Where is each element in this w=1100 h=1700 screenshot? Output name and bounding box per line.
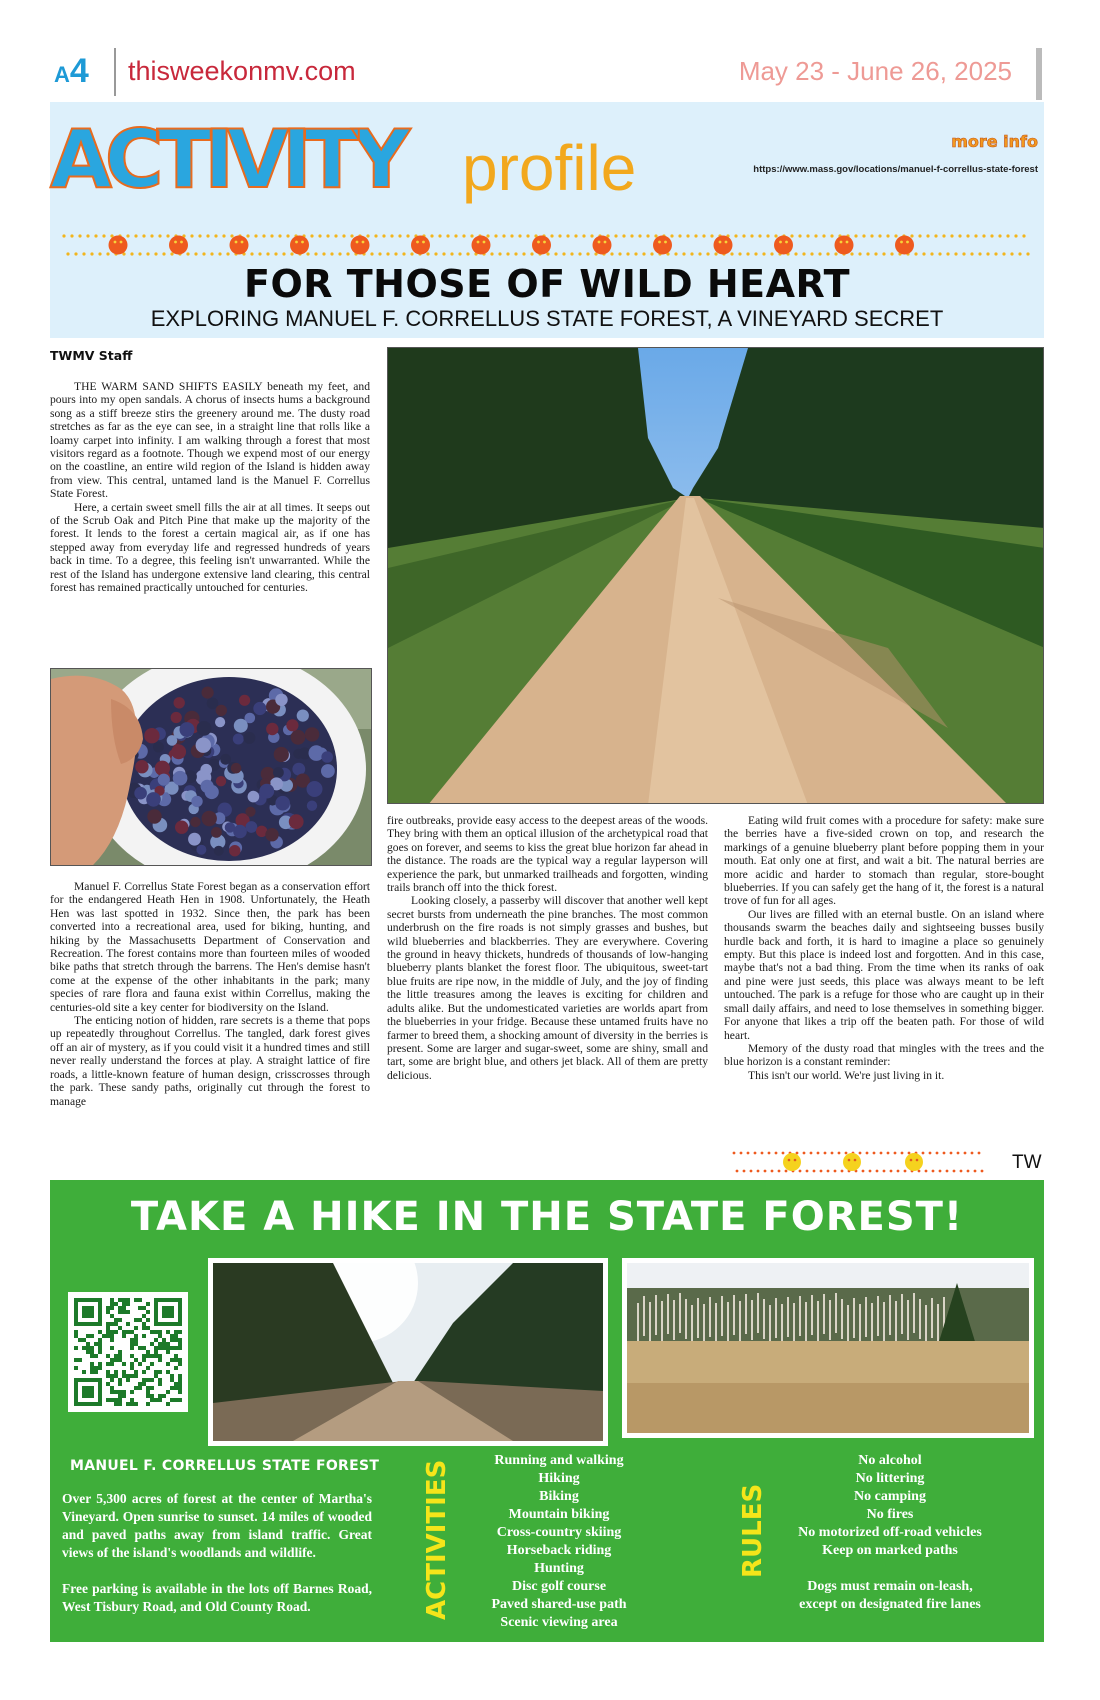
byline: TWMV Staff bbox=[50, 348, 133, 363]
list-item: Running and walking bbox=[494, 1453, 624, 1468]
page-number: A4 bbox=[54, 52, 89, 90]
rules-label: RULES bbox=[738, 1483, 768, 1578]
list-item: No littering bbox=[855, 1471, 925, 1486]
page-header bbox=[50, 48, 1042, 100]
article-subheadline: EXPLORING MANUEL F. CORRELLUS STATE FOREST, A VINEYARD SECRET bbox=[150, 306, 944, 331]
article-column-1-top bbox=[50, 380, 370, 595]
list-item: Hiking bbox=[538, 1471, 580, 1486]
park-summary: Over 5,300 acres of forest at the center of Martha's Vineyard. Open sunrise to sunset. 14 miles of wooded and paved paths away from island traffic. Great views of the island's woodlands and wildlife. bbox=[62, 1491, 372, 1560]
site-name[interactable]: thisweekonmv.com bbox=[128, 56, 356, 86]
article-paragraph: The enticing notion of hidden, rare secrets is a theme that pops up repeatedly throughout Correllus. The tangled, dark forest gives off an air of mystery, as if you could visit it a hundred times and still never really understand the forces at play. A straight lattice of fire roads, a little-known feature of human design, crisscrosses through the park. These sandy paths, originally cut through the forest to manage bbox=[50, 1014, 370, 1108]
rules-list bbox=[770, 1452, 1010, 1614]
article-paragraph: Our lives are filled with an eternal bustle. On an island where thousands swarm the beaches daily and sightseeing busses busily hurdle back and forth, it is hard to imagine a place so genuinely empty. But this place is indeed lost and forgotten. And in this case, maybe that's not a bad thing. From the time when its ranks of oak and pine were just seeds, this place was always meant to be left untouched. The park is a refuge for those who are caught up in their small daily affairs, and need to lose themselves in something bigger. For anyone that likes a trip off the beaten path. For those of wild heart. bbox=[724, 907, 1044, 1042]
forest-road-photo bbox=[387, 347, 1044, 804]
list-item: Cross-country skiing bbox=[496, 1525, 622, 1540]
article-paragraph: THE WARM SAND SHIFTS EASILY beneath my feet, and pours into my open sandals. A chorus of insects hums a background song as a stiff breeze stirs the greenery around me. The dusty road stretches as far as the eye can see, in a straight line that rolls like a loamy carpet into infinity. I am walking through a forest that most visitors regard as a footnote. Though we expend most of our energy on the coastline, an entire wild region of the Island is hidden away from view. This central, untamed land is the Manuel F. Correllus State Forest. bbox=[50, 380, 370, 501]
end-mark-dots bbox=[732, 1150, 986, 1174]
list-item: Hunting bbox=[534, 1561, 584, 1576]
header-divider bbox=[114, 48, 116, 96]
park-name-heading: MANUEL F. CORRELLUS STATE FOREST bbox=[70, 1458, 380, 1474]
article-column-2 bbox=[387, 814, 708, 1082]
hike-box-title: TAKE A HIKE IN THE STATE FOREST! bbox=[130, 1194, 964, 1240]
list-item: Scenic viewing area bbox=[500, 1615, 618, 1630]
section-title-activity: ACTIVITY bbox=[50, 113, 404, 206]
article-paragraph: fire outbreaks, provide easy access to the deepest areas of the woods. They bring with them an optical illusion of the archetypical road that goes on forever, and seems to kiss the great blue horizon far ahead in the distance. The roads are the typical way a regular layperson will experience the park, but unmarked trailheads and forgotten, winding trails branch off into the thick forest. bbox=[387, 814, 708, 895]
article-paragraph: Memory of the dusty road that mingles with the trees and the blue horizon is a constant reminder: bbox=[724, 1041, 1044, 1069]
end-signoff: TW bbox=[1012, 1152, 1042, 1173]
more-info-url[interactable]: https://www.mass.gov/locations/manuel-f-correllus-state-forest bbox=[753, 164, 1038, 175]
article-column-1-bottom bbox=[50, 880, 370, 1108]
activities-label: ACTIVITIES bbox=[422, 1459, 452, 1620]
activities-list bbox=[464, 1452, 654, 1632]
list-item: No alcohol bbox=[858, 1453, 922, 1468]
list-item: Horseback riding bbox=[506, 1543, 612, 1558]
list-item: No fires bbox=[866, 1507, 914, 1522]
article-paragraph: Here, a certain sweet smell fills the air at all times. It seeps out of the Scrub Oak and Pitch Pine that make up the majority of the forest. It lends to the forest a certain magical air, as if one has stepped away from everyday life and regressed hundreds of years back in time. To a degree, this feeling isn't unwarranted. While the rest of the Island has undergone extensive land clearing, this central forest has remained practically untouched for centuries. bbox=[50, 500, 370, 595]
list-item: No camping bbox=[854, 1489, 926, 1504]
decorative-dot-row bbox=[62, 232, 1032, 258]
list-item: Disc golf course bbox=[511, 1579, 607, 1594]
article-paragraph: Manuel F. Correllus State Forest began as a conservation effort for the endangered Heath Hen in 1908. Unfortunately, the Heath Hen was last spotted in 1932. Since then, the park has been converted into a recreational area, used for biking, hunting, and hiking by the Massachusetts Department of Conservation and Recreation. The forest contains more than fourteen miles of wooded bike paths that stretch through the barrens. The Hen's demise hasn't come at the expense of the other inhabitants in the park; many species of rare flora and fauna exist within Correllus, making the centuries-old site a key center for biodiversity on the Island. bbox=[50, 880, 370, 1014]
list-item: except on designated fire lanes bbox=[799, 1597, 981, 1612]
header-right-bar bbox=[1036, 48, 1042, 100]
list-item: Biking bbox=[539, 1489, 579, 1504]
article-column-3 bbox=[724, 814, 1044, 1082]
list-item: Mountain biking bbox=[508, 1507, 610, 1522]
hike-info-box bbox=[50, 1180, 1044, 1642]
qr-code[interactable] bbox=[68, 1292, 188, 1412]
list-item: No motorized off-road vehicles bbox=[798, 1525, 982, 1540]
article-paragraph: Eating wild fruit comes with a procedure for safety: make sure the berries have a five-sided crown on top, and research the markings of a genuine blueberry plant before popping them in your mouth. Eat only one at first, and wait a bit. The natural berries are more acidic and harder to stomach than regular, store-bought blueberries. If you can safely get the hang of it, the forest is a natural trove of fun for all ages. bbox=[724, 814, 1044, 908]
trail-photo bbox=[208, 1258, 608, 1446]
list-item: Keep on marked paths bbox=[822, 1543, 958, 1558]
issue-dates: May 23 - June 26, 2025 bbox=[738, 56, 1012, 86]
section-title-profile: profile bbox=[462, 132, 637, 204]
article-paragraph: Looking closely, a passerby will discover that another well kept secret bursts from underneath the pine branches. The most common underbrush on the fire roads is not simply grasses and bushes, but wild blueberries and blackberries. They are everywhere. Covering the ground in heavy thickets, hundreds of thousands of low-hanging blueberry plants blanket the forest floor. The ubiquitous, sweet-tart blue fruits are ripe now, in the middle of July, and the joy of finding the little treasures among the leaves is exciting for children and adults alike. But the undomesticated varieties are worlds apart from the blueberries in your fridge. Because these untamed fruits have no farmer to breed them, a shocking amount of diversity in the berries is present. Some are larger and sugar-sweet, some are shiny, small and tart, some are bright blue, and others jet black. All of them are pretty delicious. bbox=[387, 894, 708, 1082]
parking-info: Free parking is available in the lots off Barnes Road, West Tisbury Road, and Old County Road. bbox=[62, 1581, 372, 1614]
article-headline: FOR THOSE OF WILD HEART bbox=[243, 262, 850, 306]
meadow-photo bbox=[622, 1258, 1034, 1438]
blueberries-photo bbox=[50, 668, 372, 866]
park-description bbox=[62, 1490, 372, 1616]
list-item: Dogs must remain on-leash, bbox=[807, 1579, 973, 1594]
title-band bbox=[50, 102, 1044, 338]
list-item: Paved shared-use path bbox=[491, 1597, 627, 1612]
more-info-label: more info bbox=[951, 132, 1038, 151]
article-paragraph: This isn't our world. We're just living in it. bbox=[748, 1068, 945, 1082]
